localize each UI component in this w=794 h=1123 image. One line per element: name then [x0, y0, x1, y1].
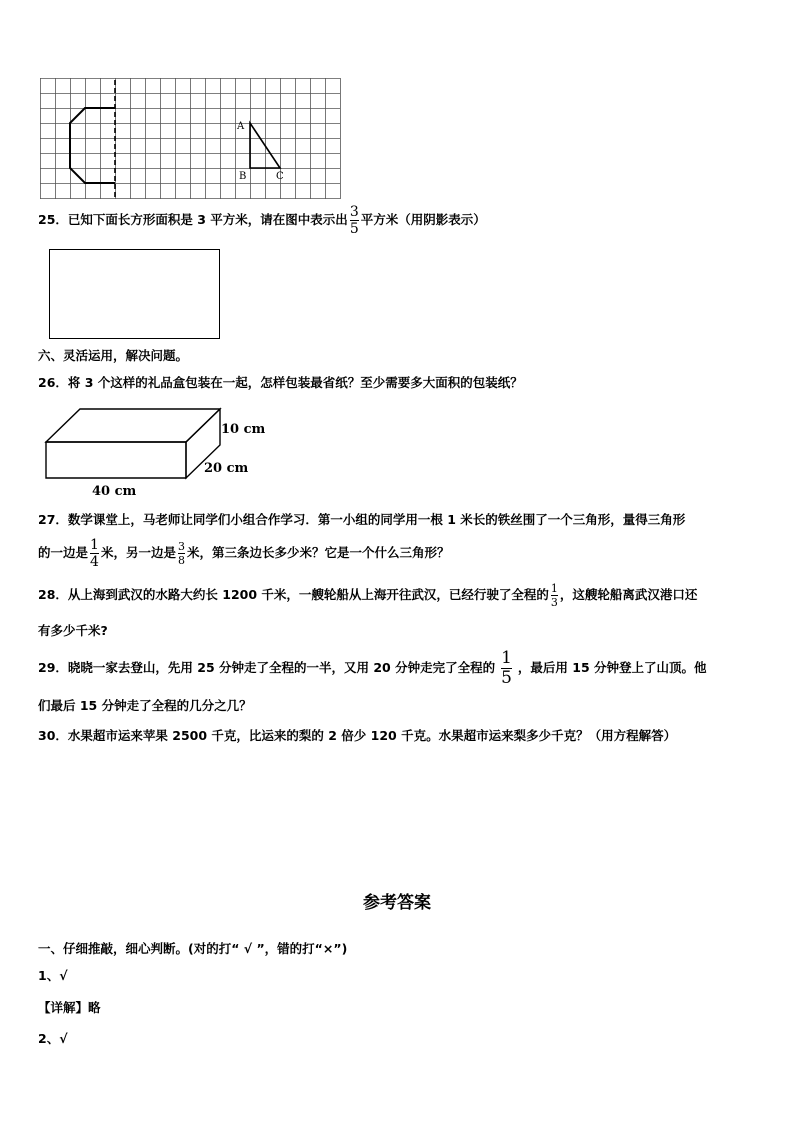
q27-fraction-2: $\frac{3}{8}$ — [177, 539, 185, 567]
rectangle-3sqm — [49, 249, 220, 339]
question-26: 26．将 3 个这样的礼品盒包装在一起，怎样包装最省纸？至少需要多大面积的包装纸？ — [38, 375, 523, 390]
question-28-line2: 有多少千米? — [38, 623, 108, 638]
grid-figure — [40, 78, 342, 200]
grid-lines — [40, 78, 341, 199]
q29-fraction: $\frac{1}{5}$ — [501, 647, 512, 688]
question-30: 30．水果超市运来苹果 2500 千克，比运来的梨的 2 倍少 120 千克。水果超市运来梨多少千克？（用方程解答） — [38, 728, 677, 743]
label-c: C — [276, 171, 284, 182]
answers-title: 参考答案 — [363, 893, 431, 913]
question-28-line1: 28．从上海到武汉的水路大约长 1200 千米，一艘轮船从上海开往武汉，已经行驶了全程的 $\frac{1}{3}$ ，这艘轮船离武汉港口还 — [38, 581, 698, 609]
box-length-label: 40 cm — [92, 484, 137, 499]
answers-section-1: 一、仔细推敲，细心判断。(对的打“ √ ”，错的打“×”) — [38, 941, 348, 956]
box-height-label: 10 cm — [221, 422, 266, 437]
label-b: B — [239, 171, 247, 182]
section-6-heading: 六、灵活运用，解决问题。 — [38, 348, 189, 363]
box-width-label: 20 cm — [204, 461, 249, 476]
question-29-line1: 29．晓晓一家去登山，先用 25 分钟走了全程的一半，又用 20 分钟走完了全程的 $\frac{1}{5}$ ，最后用 15 分钟登上了山顶。他 — [38, 647, 707, 688]
triangle-abc — [250, 123, 280, 168]
q27-fraction-1: $\frac{1}{4}$ — [90, 536, 99, 570]
question-27-line2: 的一边是 $\frac{1}{4}$ 米，另一边是 $\frac{3}{8}$ 米，第三条边长多少米？它是一个什么三角形？ — [38, 536, 450, 570]
q25-text-prefix: 25．已知下面长方形面积是 3 平方米，请在图中表示出 — [38, 212, 348, 227]
question-25 — [38, 203, 486, 237]
gift-box-figure — [40, 405, 270, 500]
half-figure-outline — [70, 108, 115, 183]
question-29-line2: 们最后 15 分钟走了全程的几分之几？ — [38, 698, 252, 713]
answer-1: 1、√ — [38, 968, 68, 983]
q25-text-suffix: 平方米（用阴影表示） — [360, 212, 486, 227]
answer-2: 2、√ — [38, 1031, 68, 1046]
box-top-face — [46, 409, 220, 442]
box-front-face — [46, 442, 186, 478]
label-a: A — [237, 121, 245, 132]
q28-fraction: $\frac{1}{3}$ — [550, 581, 558, 609]
answer-1-detail: 【详解】略 — [38, 1000, 101, 1015]
q25-fraction: $\frac{3}{5}$ — [349, 203, 359, 237]
question-27-line1: 27．数学课堂上，马老师让同学们小组合作学习．第一小组的同学用一根 1 米长的铁丝围了一个三角形，量得三角形 — [38, 512, 686, 527]
